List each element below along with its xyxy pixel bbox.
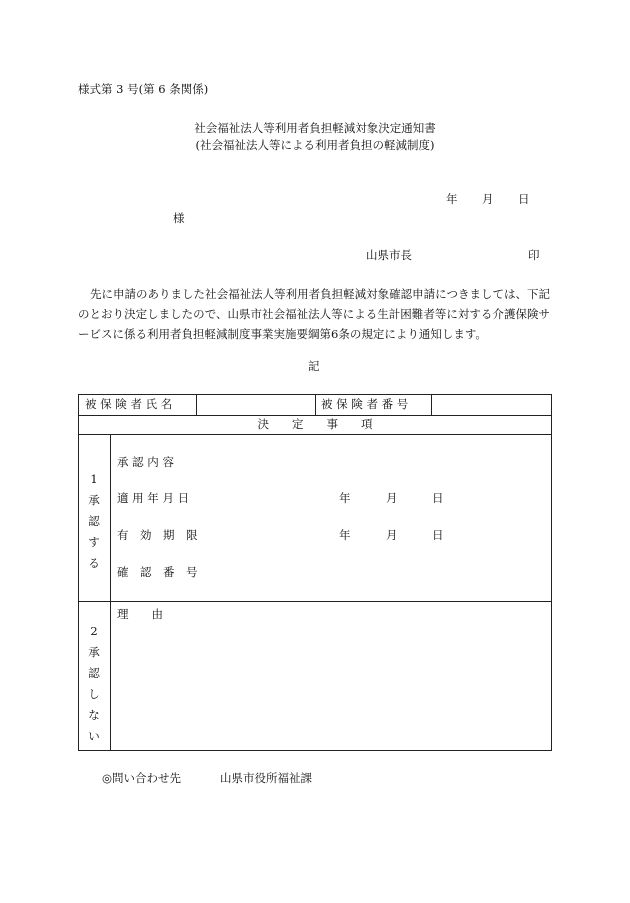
table-rule — [79, 415, 551, 416]
approve-char: 承 — [88, 493, 100, 507]
date-month-label: 月 — [482, 192, 494, 206]
insured-name-label: 被 保 険 者 氏 名 — [85, 397, 173, 411]
date-year-label: 年 — [446, 192, 458, 206]
ki-heading: 記 — [308, 359, 320, 373]
decision-header: 決 定 事 項 — [257, 417, 373, 431]
contact-office: 山県市役所福祉課 — [220, 771, 312, 785]
table-rule — [431, 395, 432, 415]
recipient-suffix: 様 — [173, 211, 185, 225]
validity-period-day: 日 — [432, 528, 444, 542]
table-rule — [79, 434, 551, 435]
insured-number-label: 被 保 険 者 番 号 — [321, 397, 409, 411]
reject-number: 2 — [90, 624, 98, 638]
approve-label — [85, 469, 103, 574]
contact-label: ◎問い合わせ先 — [102, 771, 182, 785]
reject-char: 承 — [88, 645, 100, 659]
application-date-year: 年 — [339, 491, 351, 505]
seal-mark: 印 — [528, 248, 540, 262]
application-date-label: 適 用 年 月 日 — [117, 491, 190, 505]
validity-period-year: 年 — [339, 528, 351, 542]
date-day-label: 日 — [518, 192, 530, 206]
document-title: 社会福祉法人等利用者負担軽減対象決定通知書 — [194, 121, 436, 135]
table-rule — [315, 395, 316, 415]
approve-char: 認 — [88, 514, 100, 528]
reject-char: 認 — [88, 666, 100, 680]
approve-char: す — [88, 535, 100, 549]
application-date-day: 日 — [432, 491, 444, 505]
application-date-month: 月 — [386, 491, 398, 505]
table-rule — [110, 434, 111, 751]
table-rule — [196, 395, 197, 415]
decision-table — [78, 394, 552, 751]
reject-char: な — [88, 708, 100, 722]
notice-body — [78, 284, 550, 344]
reject-label — [85, 621, 103, 747]
reason-label: 理 由 — [117, 607, 163, 621]
approval-content-label: 承 認 内 容 — [117, 455, 174, 469]
document-subtitle: (社会福祉法人等による利用者負担の軽減制度) — [195, 138, 435, 152]
validity-period-label: 有 効 期 限 — [117, 528, 198, 542]
reject-char: い — [88, 729, 100, 743]
sender-name: 山県市長 — [366, 248, 412, 262]
approve-char: る — [88, 556, 100, 570]
reject-char: し — [88, 687, 100, 701]
form-number: 様式第 3 号(第 6 条関係) — [78, 82, 209, 96]
approve-number: 1 — [90, 472, 98, 486]
confirmation-number-label: 確 認 番 号 — [117, 565, 198, 579]
validity-period-month: 月 — [386, 528, 398, 542]
body-paragraph: 先に申請のありました社会福祉法人等利用者負担軽減対象確認申請につきましては、下記のとおり決定しましたので、山県市社会福祉法人等による生計困難者等に対する介護保険サービスに係る利用者負担軽減制度事業実施要綱第6条の規定により通知します。 — [78, 287, 550, 341]
table-rule — [79, 601, 551, 602]
